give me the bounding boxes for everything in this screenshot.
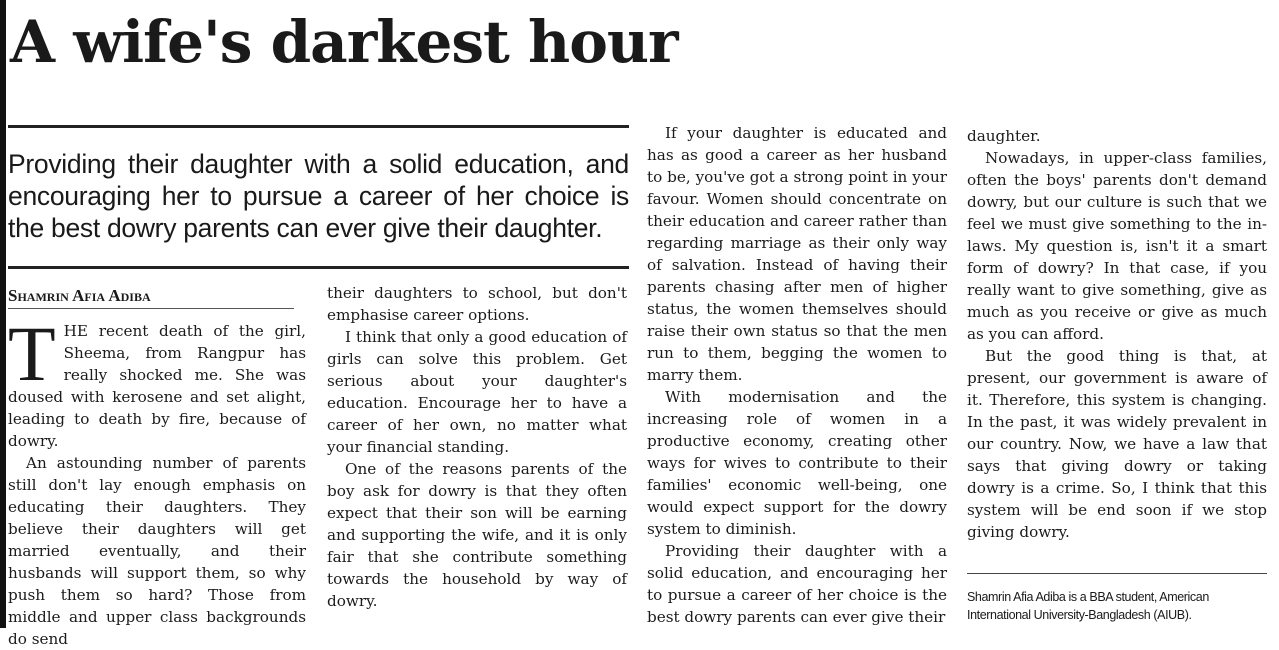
paragraph: their daughters to school, but don't emphasise career options. xyxy=(327,284,627,324)
paragraph: I think that only a good education of girls can solve this problem. Get serious about your daughter's education. Encourage her to have a career of her own, no matter what your financial standing. xyxy=(327,328,627,456)
drop-cap: T xyxy=(8,310,56,397)
rule-bottom xyxy=(8,266,629,269)
edge-mark xyxy=(1271,512,1279,572)
column-2 xyxy=(327,282,627,612)
column-1 xyxy=(8,310,306,650)
paragraph: An astounding number of parents still don't lay enough emphasis on educating their daughters. They believe their daughters will get married eventually, and their husbands will support them, so why push them so hard? Those from middle and upper class backgrounds do send xyxy=(8,454,306,648)
author-footnote: Shamrin Afia Adiba is a BBA student, American International University-Bangladesh (AIUB). xyxy=(967,590,1209,622)
paragraph: With modernisation and the increasing role of women in a productive economy, creating other ways for wives to contribute to their families' economic well-being, one would expect support for the dowry system to diminish. xyxy=(647,388,947,538)
standfirst: Providing their daughter with a solid education, and encouraging her to pursue a career of her choice is the best dowry parents can ever give their daughter. xyxy=(8,149,629,243)
footnote-rule xyxy=(967,573,1267,574)
byline: Shamrin Afia Adiba xyxy=(8,286,294,309)
paragraph: But the good thing is that, at present, our government is aware of it. Therefore, this system is changing. In the past, it was widely prevalent in our country. Now, we have a law that says that giving dowry or taking dowry is a crime. So, I think that this system will be end soon if we stop giving dowry. xyxy=(967,347,1267,541)
paragraph: If your daughter is educated and has as good a career as her husband to be, you've got a strong point in your favour. Women should concentrate on their education and career rather than regarding marriage as their only way of salvation. Instead of having their parents chasing after men of higher status, the women themselves should raise their own status so that the men run to them, begging the women to marry them. xyxy=(647,124,947,384)
paragraph: Providing their daughter with a solid education, and encouraging her to pursue a career of her choice is the best dowry parents can ever give their xyxy=(647,542,947,626)
left-edge-bar xyxy=(0,0,6,628)
paragraph: Nowadays, in upper-class families, often the boys' parents don't demand dowry, but our culture is such that we feel we must give something to the in-laws. My question is, isn't it a smart form of dowry? In that case, if you really want to give something, give as much as you receive or give as much as you can afford. xyxy=(967,149,1267,343)
paragraph: One of the reasons parents of the boy ask for dowry is that they often expect that their son will be earning and supporting the wife, and it is only fair that she contribute something towards the household by way of dowry. xyxy=(327,460,627,610)
headline: A wife's darkest hour xyxy=(10,8,678,76)
rule-top xyxy=(8,125,629,128)
column-4 xyxy=(967,125,1267,543)
paragraph: THE recent death of the girl, Sheema, from Rangpur has really shocked me. She was doused with kerosene and set alight, leading to death by fire, because of dowry. xyxy=(8,310,306,450)
column-3 xyxy=(647,122,947,628)
paragraph: daughter. xyxy=(967,127,1041,145)
